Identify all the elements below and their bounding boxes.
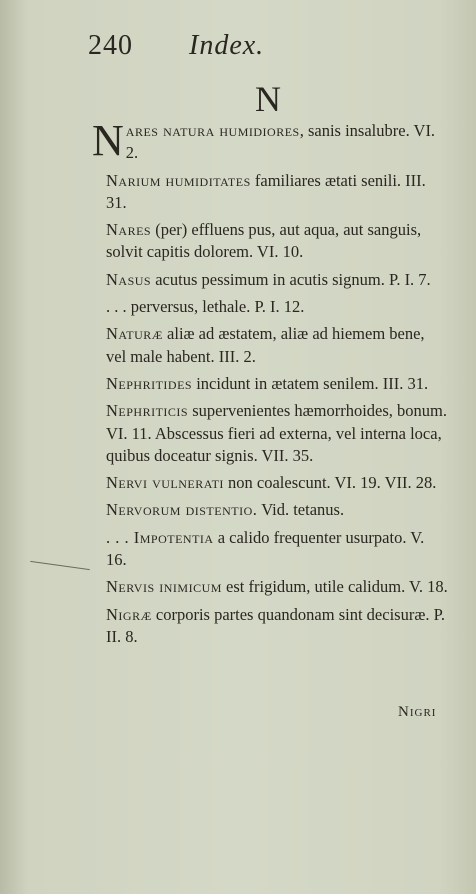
index-entry	[92, 323, 448, 368]
entry-head: Nigræ	[106, 604, 152, 624]
entry-text: acutus pessimum in acutis signum. P. I. 7.	[151, 269, 431, 289]
running-header	[88, 30, 328, 62]
index-entry	[92, 219, 448, 264]
index-entry	[92, 116, 448, 165]
index-entry	[92, 527, 448, 572]
entry-head: Nasus	[106, 269, 152, 289]
index-entry	[92, 576, 448, 598]
entry-text: Vid. tetanus.	[257, 500, 345, 520]
entry-text: a calido frequenter usurpato. V. 16.	[106, 527, 425, 570]
header-title: Index.	[189, 30, 265, 61]
entry-text: est frigidum, utile calidum. V. 18.	[221, 577, 448, 597]
entry-text: (per) effluens pus, aut aqua, aut sanguis, solvit capitis dolorem. VI. 10.	[106, 220, 422, 262]
entry-text: incidunt in ætatem senilem. III. 31.	[192, 373, 429, 393]
entry-head: ares natura humidiores	[125, 121, 300, 140]
catchword: Nigri	[398, 704, 437, 720]
page-edge-mark	[30, 561, 90, 570]
entry-head: Naturæ	[106, 324, 163, 344]
index-entry	[92, 296, 448, 318]
index-entry	[92, 499, 448, 521]
index-entry	[92, 472, 448, 494]
drop-cap: N	[92, 116, 124, 165]
entry-head: Nervis inimicum	[106, 577, 222, 597]
index-entry	[92, 604, 448, 649]
entry-text: supervenientes hæmorrhoides, bonum. VI. 11. Abscessus fieri ad externa, vel interna loca, quibus doceatur signis. VII. 35.	[106, 401, 448, 465]
index-entry	[92, 269, 448, 291]
entry-head: Nephriticis	[106, 401, 189, 421]
entry-text: corporis partes quandonam sint decisuræ. P. II. 8.	[106, 604, 446, 646]
entry-head: . . . Impotentia	[106, 527, 214, 547]
entry-text: aliæ ad æstatem, aliæ ad hiemem bene, vel male habent. III. 2.	[106, 324, 425, 366]
page-number: 240	[88, 30, 133, 61]
entry-head: Nephritides	[106, 373, 193, 393]
entry-head: Nervorum distentio.	[106, 500, 258, 520]
index-entry	[92, 373, 448, 395]
entry-text: , sanis insalubre. VI. 2.	[125, 121, 436, 163]
index-entry	[92, 170, 448, 215]
entry-head: Nervi vulnerati	[106, 473, 224, 493]
entry-text: . . . perversus, lethale. P. I. 12.	[106, 297, 305, 317]
index-entry	[92, 400, 448, 467]
entry-text: non coalescunt. VI. 19. VII. 28.	[223, 473, 437, 493]
entry-text: familiares ætati senili. III. 31.	[106, 170, 426, 212]
entry-head: Nares	[106, 220, 152, 240]
section-letter: N	[255, 79, 281, 119]
index-entries	[92, 116, 448, 653]
entry-head: Narium humiditates	[106, 170, 251, 190]
